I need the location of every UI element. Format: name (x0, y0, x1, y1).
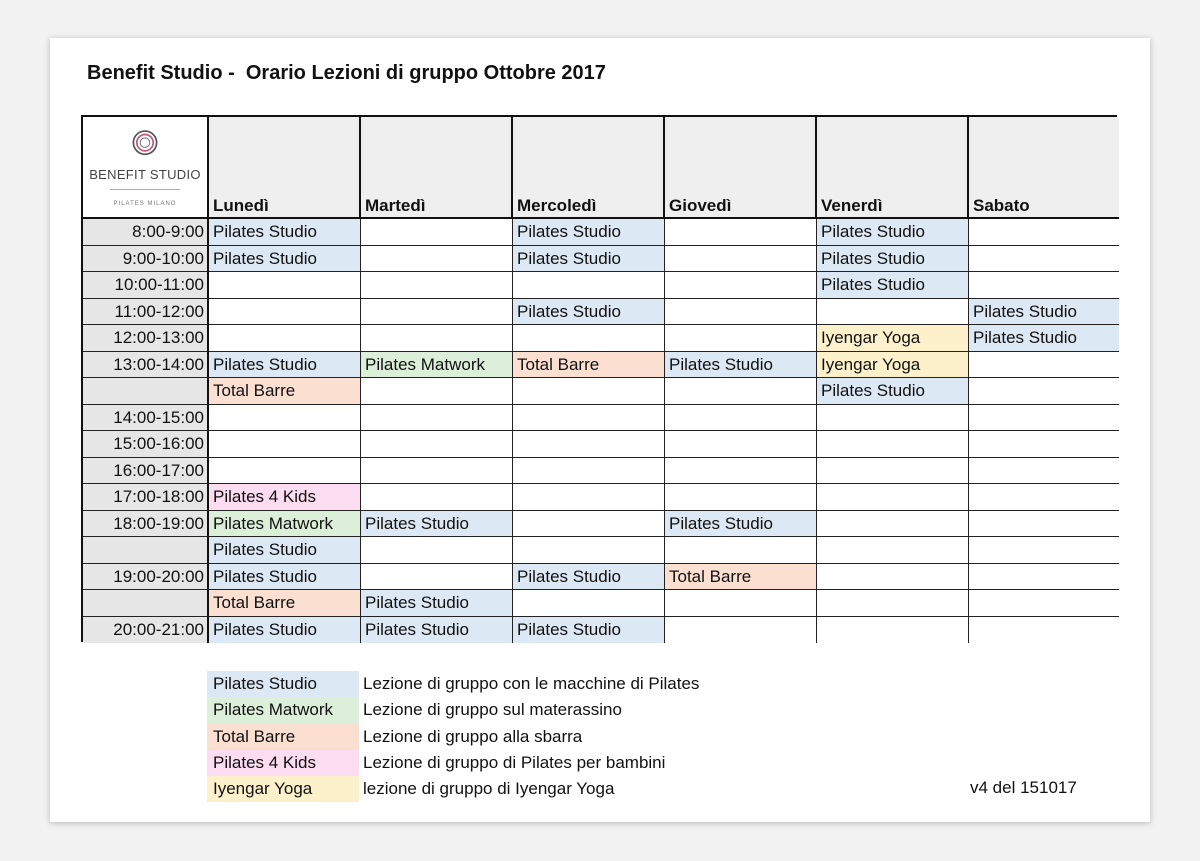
class-cell (969, 511, 1119, 538)
class-cell (209, 299, 361, 326)
legend-swatch: Pilates 4 Kids (207, 750, 359, 776)
day-header: Giovedì (665, 117, 817, 219)
class-cell (969, 537, 1119, 564)
class-cell: Pilates Studio (665, 352, 817, 379)
time-slot (83, 378, 209, 405)
class-cell (513, 431, 665, 458)
day-header: Martedì (361, 117, 513, 219)
legend-swatch: Iyengar Yoga (207, 776, 359, 802)
class-cell (969, 431, 1119, 458)
class-cell: Total Barre (209, 378, 361, 405)
logo-subtitle: PILATES MILANO (113, 201, 177, 207)
time-slot: 18:00-19:00 (83, 511, 209, 538)
class-cell: Total Barre (209, 590, 361, 617)
class-cell: Pilates Studio (209, 219, 361, 246)
time-slot: 16:00-17:00 (83, 458, 209, 485)
class-cell: Pilates Studio (817, 246, 969, 273)
class-cell: Pilates Studio (817, 272, 969, 299)
class-cell (513, 378, 665, 405)
legend-description: Lezione di gruppo sul materassino (363, 700, 622, 720)
class-cell (817, 617, 969, 644)
time-slot: 14:00-15:00 (83, 405, 209, 432)
class-cell: Pilates Studio (817, 219, 969, 246)
time-slot: 19:00-20:00 (83, 564, 209, 591)
class-cell (665, 458, 817, 485)
legend-swatch: Total Barre (207, 724, 359, 750)
time-slot: 11:00-12:00 (83, 299, 209, 326)
class-cell (969, 246, 1119, 273)
class-cell (361, 325, 513, 352)
class-cell: Pilates Studio (665, 511, 817, 538)
class-cell (361, 246, 513, 273)
class-cell (361, 484, 513, 511)
class-cell (361, 458, 513, 485)
class-cell (969, 272, 1119, 299)
class-cell (513, 325, 665, 352)
class-cell: Pilates Studio (361, 617, 513, 644)
legend-swatch: Pilates Studio (207, 671, 359, 697)
class-cell: Iyengar Yoga (817, 325, 969, 352)
class-cell (817, 299, 969, 326)
class-cell (361, 431, 513, 458)
class-cell (817, 405, 969, 432)
class-cell (665, 590, 817, 617)
time-slot: 9:00-10:00 (83, 246, 209, 273)
class-cell: Pilates Studio (209, 537, 361, 564)
class-cell: Pilates Studio (209, 352, 361, 379)
logo-divider (110, 189, 180, 190)
class-cell: Iyengar Yoga (817, 352, 969, 379)
class-cell (361, 272, 513, 299)
class-cell (209, 325, 361, 352)
class-cell (969, 617, 1119, 644)
class-cell (513, 272, 665, 299)
version-label: v4 del 151017 (970, 778, 1077, 797)
day-header: Lunedì (209, 117, 361, 219)
class-cell (665, 246, 817, 273)
class-cell: Pilates Studio (513, 299, 665, 326)
day-header: Mercoledì (513, 117, 665, 219)
class-cell (817, 484, 969, 511)
class-cell (513, 511, 665, 538)
class-cell: Pilates Studio (817, 378, 969, 405)
benefit-studio-logo-icon (125, 129, 165, 156)
class-cell (209, 272, 361, 299)
legend-item (207, 724, 699, 750)
class-cell (361, 378, 513, 405)
time-slot: 20:00-21:00 (83, 617, 209, 644)
class-cell: Pilates 4 Kids (209, 484, 361, 511)
class-cell: Pilates Studio (209, 564, 361, 591)
class-cell (665, 378, 817, 405)
class-cell: Pilates Matwork (209, 511, 361, 538)
class-cell (817, 537, 969, 564)
class-cell (969, 564, 1119, 591)
class-cell (361, 299, 513, 326)
logo-name: BENEFIT STUDIO (89, 167, 201, 183)
class-cell (665, 325, 817, 352)
class-cell (969, 378, 1119, 405)
class-cell (817, 564, 969, 591)
class-cell (513, 484, 665, 511)
time-slot: 13:00-14:00 (83, 352, 209, 379)
legend-item (207, 776, 699, 802)
day-header: Venerdì (817, 117, 969, 219)
class-cell: Pilates Studio (513, 219, 665, 246)
class-cell (969, 484, 1119, 511)
class-cell (513, 458, 665, 485)
class-cell (209, 405, 361, 432)
time-slot: 10:00-11:00 (83, 272, 209, 299)
logo (83, 117, 209, 219)
class-cell (969, 219, 1119, 246)
page-title: Benefit Studio - Orario Lezioni di gruppo Ottobre 2017 (87, 62, 606, 84)
time-slot: 8:00-9:00 (83, 219, 209, 246)
legend-description: Lezione di gruppo con le macchine di Pilates (363, 674, 700, 694)
class-cell (969, 458, 1119, 485)
class-cell (665, 405, 817, 432)
legend-swatch: Pilates Matwork (207, 697, 359, 723)
class-cell (665, 431, 817, 458)
class-cell (361, 219, 513, 246)
class-cell: Total Barre (513, 352, 665, 379)
class-cell (665, 617, 817, 644)
time-slot (83, 590, 209, 617)
time-slot (83, 537, 209, 564)
class-cell: Pilates Matwork (361, 352, 513, 379)
class-cell: Pilates Studio (513, 246, 665, 273)
class-cell (665, 219, 817, 246)
class-cell (969, 590, 1119, 617)
class-cell (817, 458, 969, 485)
class-cell (665, 299, 817, 326)
class-cell: Pilates Studio (969, 299, 1119, 326)
time-slot: 15:00-16:00 (83, 431, 209, 458)
day-header: Sabato (969, 117, 1119, 219)
class-cell (665, 537, 817, 564)
legend-description: Lezione di gruppo alla sbarra (363, 726, 583, 746)
schedule-table (81, 115, 1117, 642)
legend-item (207, 671, 699, 697)
legend (207, 671, 699, 802)
class-cell: Pilates Studio (513, 617, 665, 644)
legend-description: Lezione di gruppo di Pilates per bambini (363, 753, 666, 773)
class-cell (817, 590, 969, 617)
class-cell (665, 484, 817, 511)
class-cell: Pilates Studio (209, 617, 361, 644)
class-cell (209, 431, 361, 458)
class-cell (513, 590, 665, 617)
time-slot: 12:00-13:00 (83, 325, 209, 352)
class-cell (665, 272, 817, 299)
legend-item (207, 697, 699, 723)
class-cell: Pilates Studio (361, 590, 513, 617)
class-cell (817, 511, 969, 538)
legend-item (207, 750, 699, 776)
class-cell (361, 564, 513, 591)
class-cell: Total Barre (665, 564, 817, 591)
legend-description: lezione di gruppo di Iyengar Yoga (363, 779, 615, 799)
class-cell (361, 537, 513, 564)
class-cell (969, 405, 1119, 432)
class-cell: Pilates Studio (361, 511, 513, 538)
class-cell (513, 537, 665, 564)
class-cell: Pilates Studio (209, 246, 361, 273)
class-cell: Pilates Studio (513, 564, 665, 591)
class-cell (513, 405, 665, 432)
time-slot: 17:00-18:00 (83, 484, 209, 511)
class-cell: Pilates Studio (969, 325, 1119, 352)
class-cell (209, 458, 361, 485)
class-cell (361, 405, 513, 432)
class-cell (817, 431, 969, 458)
class-cell (969, 352, 1119, 379)
